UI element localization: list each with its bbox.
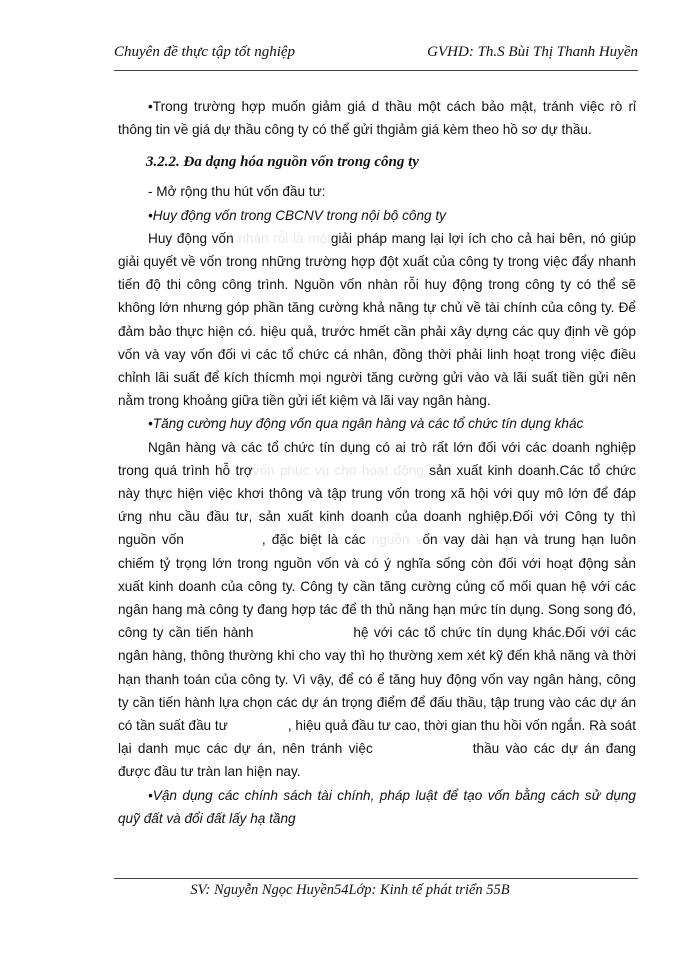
paragraph-expand-capital: - Mở rộng thu hút vốn đầu tư: (148, 184, 326, 200)
text-run: Ngân hàng và các tổ chức tín dụng có ai trò rất lớn đối với các doanh nghiệp trong quá trình hỗ trợ (118, 439, 636, 478)
section-heading: 3.2.2. Đa dạng hóa nguồn vốn trong công ty (146, 154, 419, 171)
document-body (118, 95, 636, 830)
bullet-staff-capital (118, 204, 636, 227)
paragraph-text: Trong trường hợp muốn giảm giá d thầu một cách bảo mật, tránh việc rò rỉ thông tin về giá dự thầu công ty có thể gửi thgiảm giá kèm theo hồ sơ dự thầu. (118, 99, 636, 138)
text-run: , đặc biệt là các (261, 532, 372, 548)
paragraph-bid-price (118, 95, 636, 141)
text-run: ốn vay dài hạn và trung hạn luôn chiếm tỷ trọng lớn trong nguồn vốn và có ý nghĩa sống còn đối với hoạt động sản xuất kinh doanh của công ty. Công ty cần tăng cường củng cố mối quan hệ với các ngân hang mà công ty đang hợp tác để th thủ năng hạn mức tín dụng. Song song đó, công ty cần tiến hành (118, 532, 637, 641)
bullet-bank-credit (118, 412, 636, 435)
text-run: , hiệu quả đầu tư cao, thời gian thu hồi vốn ngắn. Rà soát lại danh mục các dự án, nên tránh việc (118, 718, 636, 757)
text-run: Huy động vốn (148, 230, 239, 246)
text-run: giải pháp mang lại lợi ích cho cả hai bên, nó giúp giải quyết về vốn trong những trường hợp đột xuất của công ty trong việc đẩy nhanh tiến độ thi công công trình. Nguồn vốn nhàn rỗi huy động trong công ty có thể sẽ không lớn nhưng góp phần tăng cường khả năng tự chủ về tài chính của công ty. Để đảm bảo thực hiện có. hiệu quả, trước hmết cần phải xây dựng các quy định về góp vốn và vay vốn đối vi các tổ chức cá nhân, đồng thời phải linh hoạt trong việc điều chỉnh lãi suất để kích thícmh mọi người tăng cường gửi vào và lãi suất tiền gửi nên nằm trong khoảng giữa tiền gửi iết kiệm và lãi vay ngân hàng. (118, 230, 636, 409)
text-run: sản xuất kinh doanh.Các tổ chức này thực hiện việc khơi thông và tập trung vốn trong xã hội với quy mô lớn để đáp ứng nhu cầu đầu tư, sản xuất kinh doanh của doanh nghiệp.Đối với Công ty thì nguồn vốn (118, 462, 637, 548)
page-footer: SV: Nguyễn Ngọc Huyền54Lớp: Kinh tế phát triển 55B (190, 882, 510, 898)
paragraph-bank-credit (118, 436, 636, 784)
faint-text-run: nhàn rỗi là một (238, 230, 331, 246)
bullet-land-policy (118, 784, 636, 830)
header-left-title: Chuyên đề thực tập tốt nghiệp (114, 44, 296, 60)
faint-text-run: nguồn v (371, 532, 423, 548)
text-run: thầu vào các dự án đang được đầu tư tràn lan hiện nay. (118, 741, 636, 780)
paragraph-staff-capital (118, 227, 636, 413)
footer-divider (114, 878, 638, 879)
bullet-text: Vận dụng các chính sách tài chính, pháp luật để tạo vốn bằng cách sử dụng quỹ đất và đổi đất lấy hạ tầng (118, 787, 636, 826)
header-divider (114, 70, 638, 71)
faint-text-run: vốn phục vụ cho hoạt động (252, 462, 424, 478)
bullet-text: Huy động vốn trong CBCNV trong nội bộ công ty (152, 207, 446, 223)
bullet-text: Tăng cường huy động vốn qua ngân hàng và các tổ chức tín dụng khác (152, 416, 584, 432)
text-run: hệ với các tổ chức tín dụng khác.Đối với các ngân hàng, thông thường khi cho vay thì họ thường xem xét kỹ đến khả năng và thời hạn thanh toán của công ty. Vì vậy, để có ể tăng huy động vốn vay ngân hàng, công ty cần tiến hành lựa chọn các dự án trọng điểm để đấu thầu, tập trung vào các dự án có tần suất đầu tư (118, 625, 637, 734)
page-header (114, 44, 638, 66)
header-right-supervisor: GVHD: Th.S Bùi Thị Thanh Huyền (427, 44, 638, 60)
